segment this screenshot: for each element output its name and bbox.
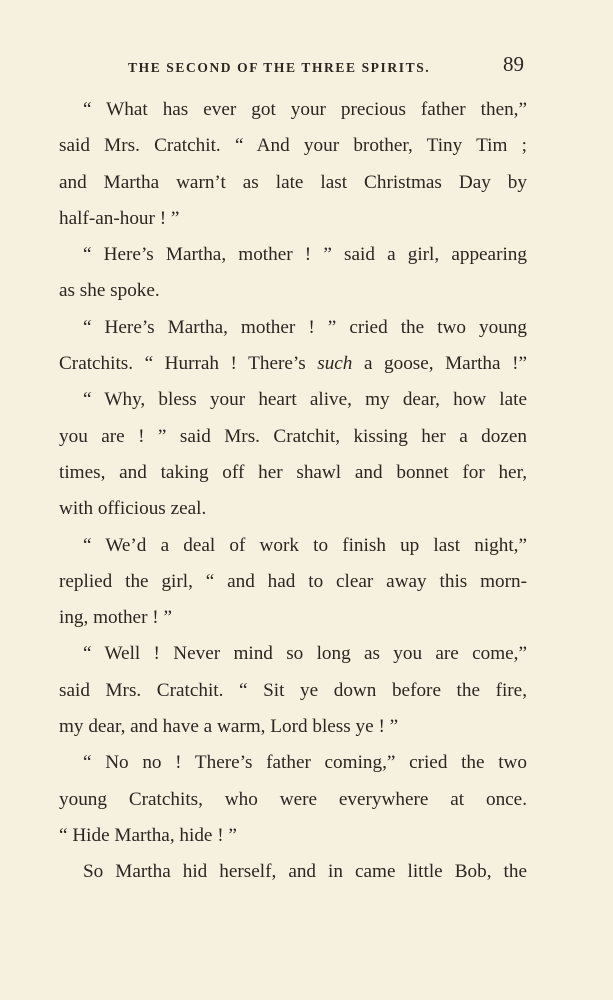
text-line: as she spoke. — [59, 280, 160, 302]
running-head: THE SECOND OF THE THREE SPIRITS. — [128, 60, 431, 75]
paragraph — [59, 854, 527, 890]
text-line: So Martha hid herself, and in came little Bob, the — [83, 861, 527, 883]
text-line: “ Here’s Martha, mother ! ” said a girl, appearing — [83, 244, 527, 266]
text-line: times, and taking off her shawl and bonnet for her, — [59, 461, 527, 483]
text-line: you are ! ” said Mrs. Cratchit, kissing her a dozen — [59, 425, 527, 447]
body-text — [59, 92, 527, 891]
paragraph — [59, 310, 527, 383]
text-segment: Cratchits. “ Hurrah ! There’s — [59, 353, 318, 375]
paragraph — [59, 528, 527, 637]
text-line: replied the girl, “ and had to clear away this morn- — [59, 570, 527, 592]
text-line: my dear, and have a warm, Lord bless ye ! ” — [59, 716, 399, 738]
text-line: “ Well ! Never mind so long as you are come,” — [83, 643, 527, 665]
text-line: “ Here’s Martha, mother ! ” cried the two young — [83, 316, 527, 338]
emphasized-word: such — [317, 353, 353, 375]
text-line: “ Why, bless your heart alive, my dear, how late — [83, 389, 527, 411]
page-number: 89 — [503, 52, 524, 76]
text-line — [59, 346, 527, 382]
text-line: “ What has ever got your precious father then,” — [83, 99, 527, 120]
text-line: young Cratchits, who were everywhere at once. — [59, 788, 527, 810]
paragraph — [59, 636, 527, 745]
paragraph — [59, 745, 527, 854]
text-line: ing, mother ! ” — [59, 607, 172, 629]
paragraph — [59, 237, 527, 310]
text-line: “ We’d a deal of work to finish up last night,” — [83, 534, 527, 556]
text-line: “ No no ! There’s father coming,” cried the two — [83, 752, 527, 774]
paragraph — [59, 92, 527, 237]
text-line: “ Hide Martha, hide ! ” — [59, 824, 237, 846]
text-line: half-an-hour ! ” — [59, 207, 180, 229]
text-line: with officious zeal. — [59, 498, 207, 520]
text-line: said Mrs. Cratchit. “ Sit ye down before the fire, — [59, 679, 527, 701]
text-line: said Mrs. Cratchit. “ And your brother, Tiny Tim ; — [59, 135, 527, 157]
paragraph — [59, 382, 527, 527]
text-segment: a goose, Martha !” — [352, 353, 527, 375]
text-line: and Martha warn’t as late last Christmas Day by — [59, 171, 527, 193]
page-header — [0, 52, 613, 82]
